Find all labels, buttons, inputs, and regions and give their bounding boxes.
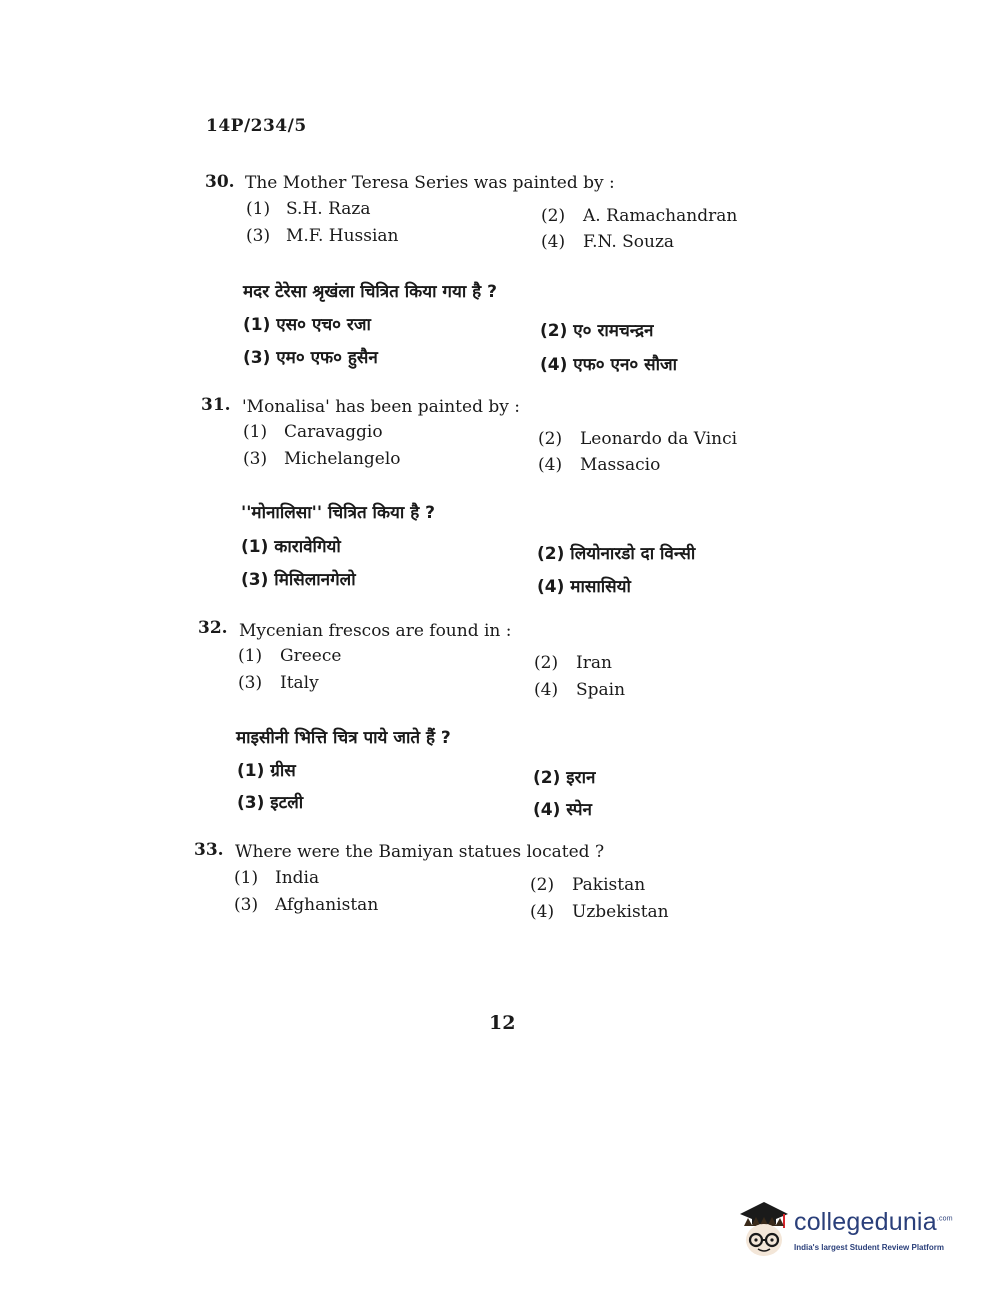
hindi-option: (2) इरान: [533, 768, 596, 788]
hindi-option: (1) ग्रीस: [237, 761, 296, 781]
logo-wordmark: collegedunia$^{.com}$: [794, 1208, 953, 1236]
option-label: (3): [238, 673, 263, 693]
option-label: (3): [234, 895, 259, 915]
option-label: (2): [538, 429, 563, 449]
question-text: Mycenian frescos are found in :: [239, 621, 512, 641]
option-label: (3): [246, 226, 271, 246]
option-text: Italy: [280, 673, 319, 693]
paper-code: 14P/234/5: [206, 116, 307, 136]
hindi-option: (1) कारावेगियो: [241, 537, 341, 557]
option-text: Pakistan: [572, 875, 646, 895]
option-label: (4): [530, 902, 555, 922]
mascot-icon: [734, 1198, 792, 1260]
question-number: 33.: [194, 840, 224, 860]
question-text: The Mother Teresa Series was painted by :: [245, 173, 615, 193]
page-number: 12: [489, 1012, 516, 1034]
hindi-option: (3) मिसिलानगेलो: [241, 570, 356, 590]
question-text: Where were the Bamiyan statues located ?: [235, 842, 605, 862]
hindi-option: (2) लियोनारडो दा विन्सी: [537, 544, 696, 564]
option-label: (2): [530, 875, 555, 895]
hindi-question-text: ''मोनालिसा'' चित्रित किया है ?: [241, 503, 436, 523]
question-number: 31.: [201, 395, 231, 415]
option-text: F.N. Souza: [583, 232, 675, 252]
question-text: 'Monalisa' has been painted by :: [242, 397, 520, 417]
option-label: (4): [538, 455, 563, 475]
collegedunia-logo: [734, 1196, 964, 1266]
option-label: (1): [234, 868, 259, 888]
option-text: S.H. Raza: [286, 199, 371, 219]
question-number: 30.: [205, 172, 235, 192]
option-text: Massacio: [580, 455, 661, 475]
option-text: M.F. Hussian: [286, 226, 399, 246]
hindi-option: (2) ए० रामचन्द्रन: [540, 321, 654, 341]
option-text: Spain: [576, 680, 626, 700]
option-text: Leonardo da Vinci: [580, 429, 738, 449]
logo-tagline: India's largest Student Review Platform: [794, 1243, 944, 1252]
option-label: (4): [534, 680, 559, 700]
option-text: Greece: [280, 646, 342, 666]
question-number: 32.: [198, 618, 228, 638]
hindi-option: (1) एस० एच० रजा: [243, 315, 371, 335]
option-text: Uzbekistan: [572, 902, 669, 922]
option-text: Iran: [576, 653, 612, 673]
option-text: India: [275, 868, 320, 888]
option-label: (2): [534, 653, 559, 673]
option-text: Afghanistan: [275, 895, 379, 915]
hindi-option: (4) मासासियो: [537, 577, 631, 597]
option-text: Caravaggio: [284, 422, 383, 442]
option-label: (1): [246, 199, 271, 219]
hindi-option: (3) एम० एफ० हुसैन: [243, 348, 378, 368]
hindi-question-text: माइसीनी भित्ति चित्र पाये जाते हैं ?: [236, 728, 451, 748]
hindi-option: (4) एफ० एन० सौजा: [540, 355, 678, 375]
hindi-option: (4) स्पेन: [533, 800, 592, 820]
hindi-question-text: मदर टेरेसा श्रृखंला चित्रित किया गया है ?: [243, 282, 497, 302]
hindi-option: (3) इटली: [237, 793, 304, 813]
option-label: (1): [238, 646, 263, 666]
option-label: (1): [243, 422, 268, 442]
option-label: (4): [541, 232, 566, 252]
option-label: (3): [243, 449, 268, 469]
option-text: A. Ramachandran: [583, 206, 738, 226]
option-label: (2): [541, 206, 566, 226]
option-text: Michelangelo: [284, 449, 401, 469]
